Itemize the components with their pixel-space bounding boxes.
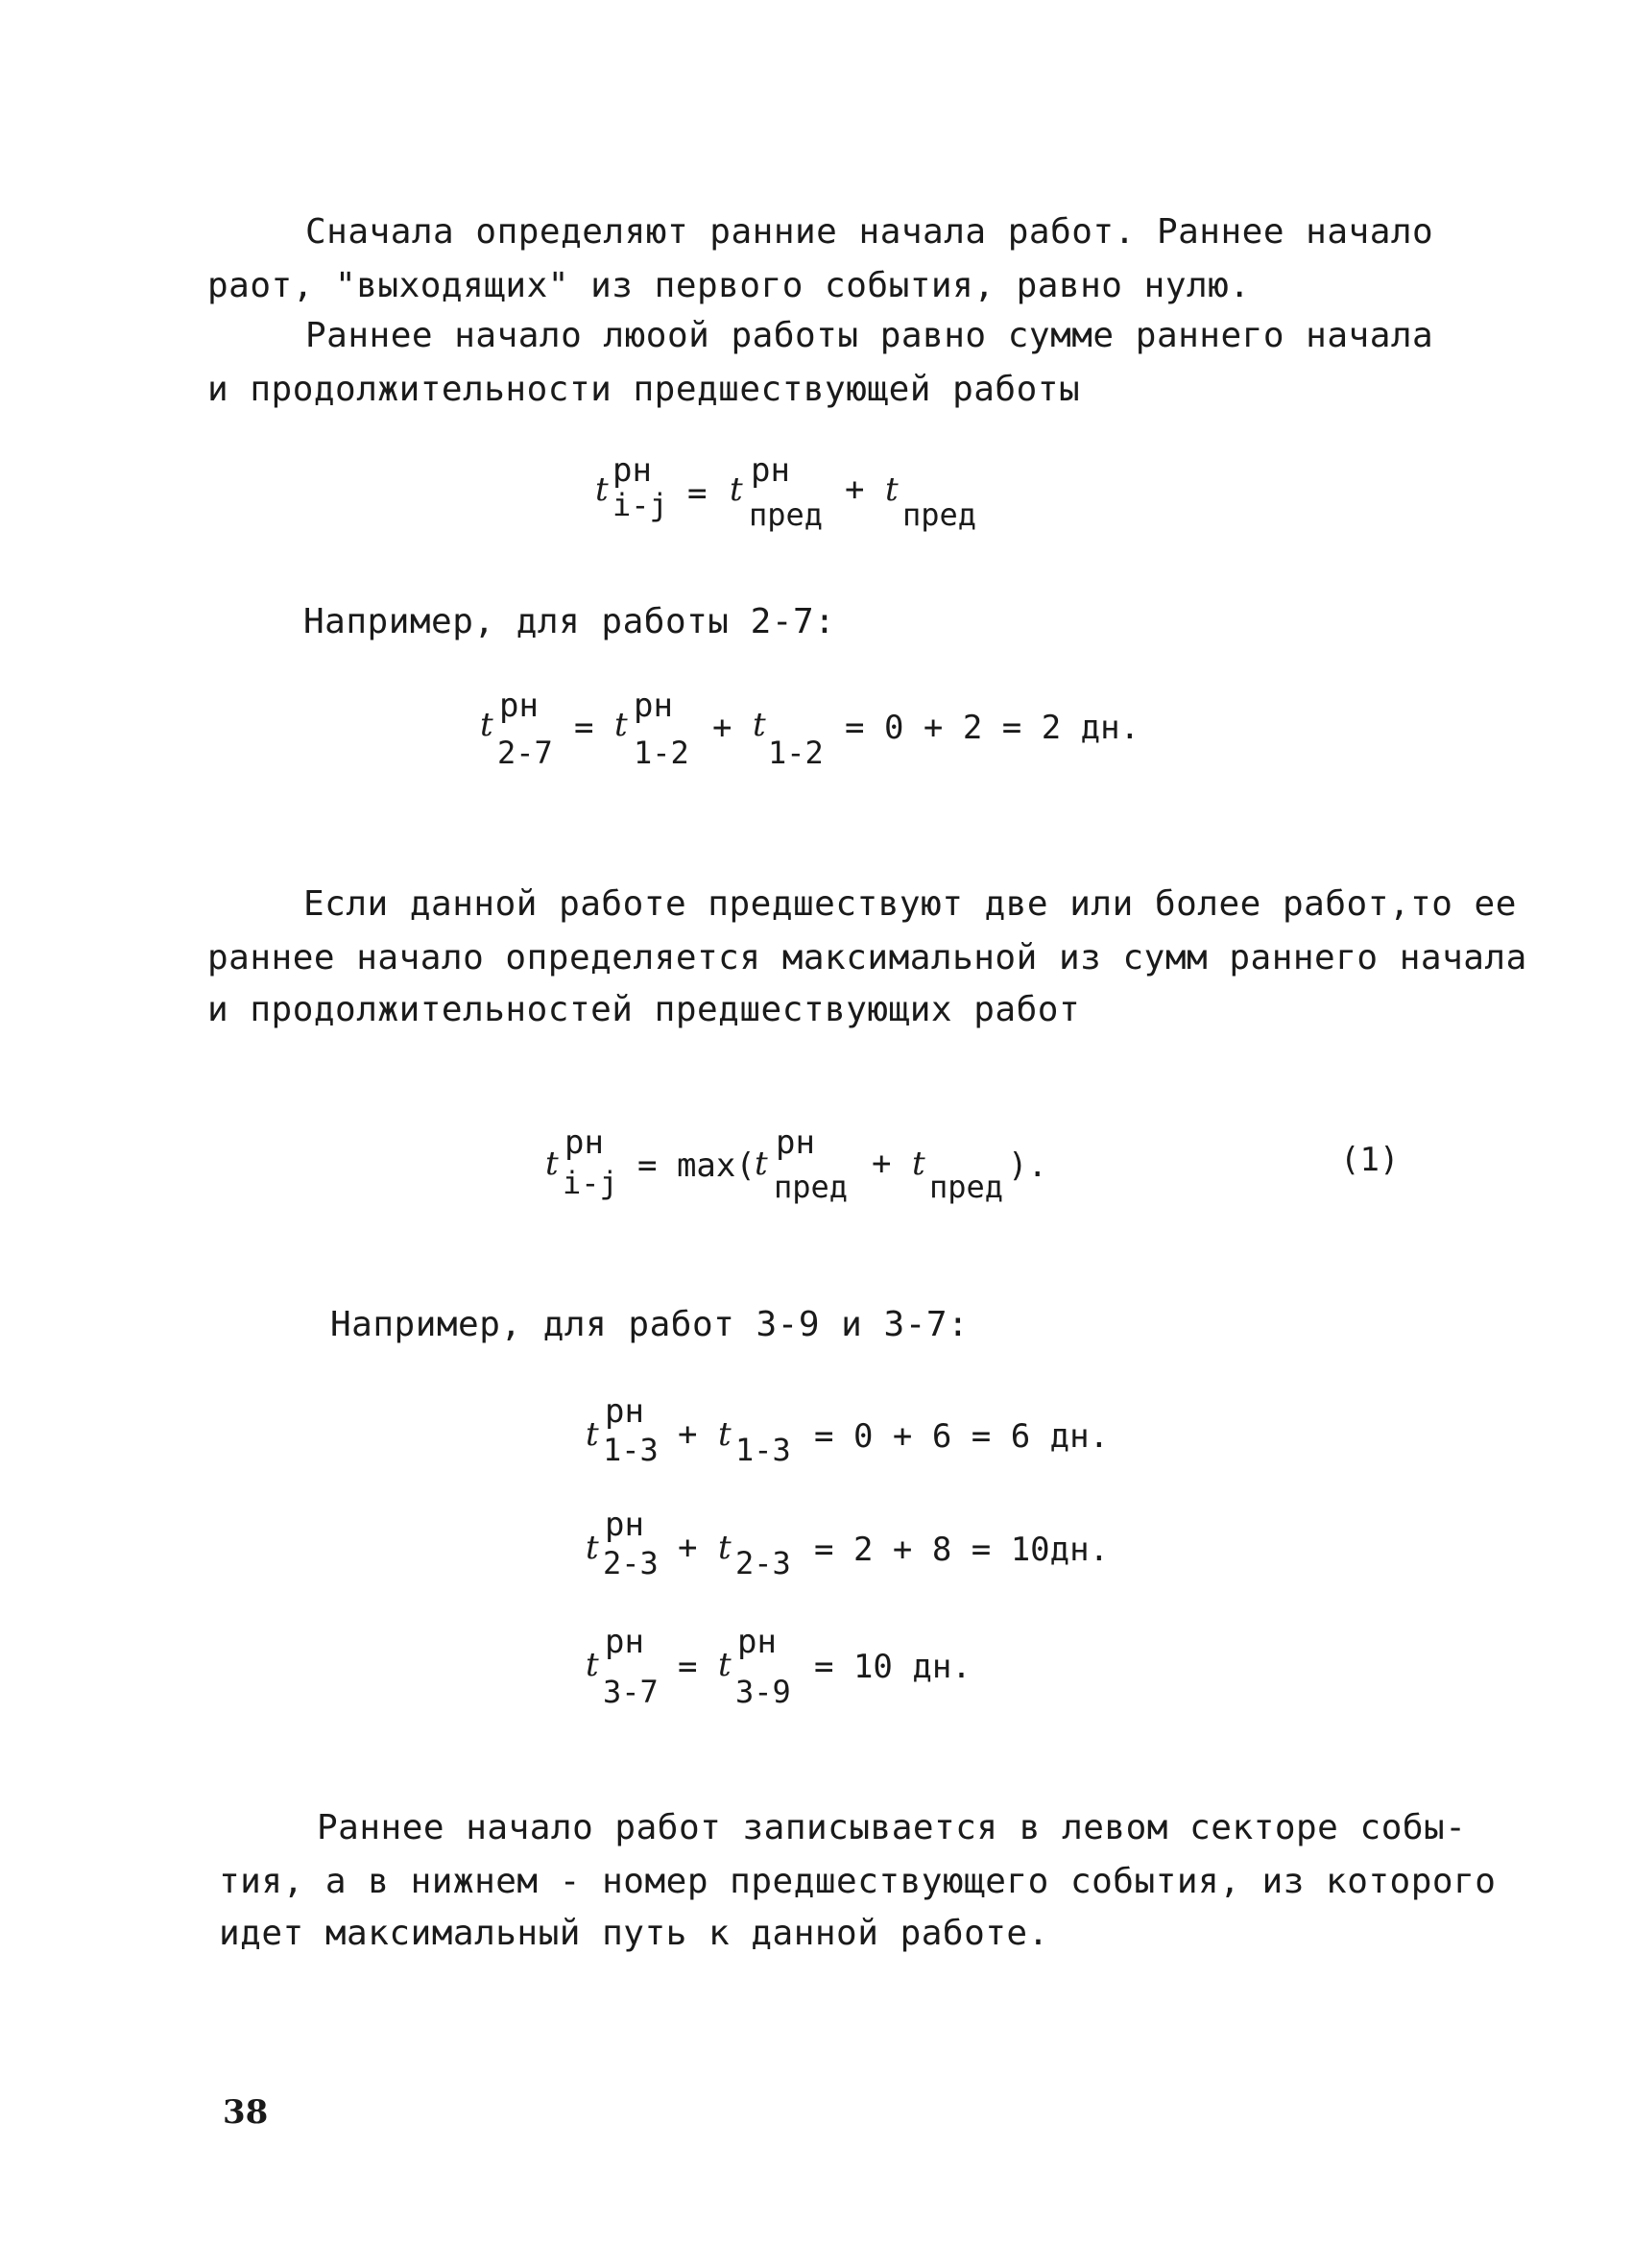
formula-2-plus: +	[712, 709, 732, 747]
formula-6-sup2: рн	[737, 1623, 777, 1661]
formula-1-sub2: пред	[749, 496, 824, 533]
formula-3-sub2: пред	[774, 1169, 849, 1205]
formula-5-rest: = 2 + 8 = 10дн.	[814, 1531, 1110, 1569]
formula-3-sub3: пред	[929, 1169, 1004, 1205]
formula-4-t: t	[586, 1415, 599, 1454]
formula-5-t2: t	[718, 1529, 732, 1567]
formula-2-rest: = 0 + 2 = 2 дн.	[845, 709, 1140, 747]
formula-2-sup2: рн	[634, 687, 673, 725]
formula-3-sup2: рн	[776, 1123, 815, 1162]
formula-4-sub: 1-3	[603, 1432, 659, 1468]
formula-6-sub: 3-7	[603, 1674, 659, 1710]
formula-5-sup: рн	[605, 1506, 644, 1544]
page-number: 38	[223, 2093, 269, 2132]
formula-4-sup: рн	[605, 1392, 644, 1431]
formula-1-sup: рн	[612, 451, 652, 490]
formula-2-sub2: 1-2	[634, 735, 689, 771]
paragraph-1-line-1: Сначала определяют ранние начала работ. Раннее начало	[305, 212, 1434, 252]
formula-5-sub: 2-3	[603, 1545, 659, 1581]
formula-1-t: t	[595, 470, 609, 509]
formula-2-t: t	[480, 706, 493, 744]
formula-2-eq: =	[574, 709, 594, 747]
paragraph-4-line-2: тия, а в нижнем - номер предшествующего события, из которого	[219, 1862, 1497, 1901]
paragraph-3-line-1: Если данной работе предшествуют две или более работ,то ее	[303, 884, 1517, 924]
formula-2-sub3: 1-2	[768, 735, 824, 771]
formula-6-t: t	[586, 1646, 599, 1684]
paragraph-3-line-3: и продолжительностей предшествующих работ	[207, 990, 1081, 1029]
formula-6-rest: = 10 дн.	[814, 1648, 972, 1686]
formula-2-t2: t	[614, 706, 628, 744]
formula-1-t2: t	[730, 470, 743, 509]
formula-1-sub3: пред	[902, 496, 977, 533]
formula-3-max: = max(	[637, 1146, 756, 1185]
formula-5-sub2: 2-3	[735, 1545, 791, 1581]
formula-1-plus: +	[845, 470, 865, 509]
formula-1-t3: t	[885, 470, 899, 509]
formula-6-eq: =	[678, 1648, 698, 1686]
formula-1-sup2: рн	[751, 451, 790, 490]
formula-3-t3: t	[912, 1145, 925, 1183]
example-1: Например, для работы 2-7:	[303, 602, 836, 641]
example-2: Например, для работ 3-9 и 3-7:	[330, 1305, 970, 1344]
formula-3-sup: рн	[564, 1123, 604, 1162]
formula-4-plus: +	[678, 1415, 698, 1454]
formula-3-sub: i-j	[563, 1165, 618, 1201]
paragraph-2-line-2: и продолжительности предшествующей работы	[207, 370, 1081, 409]
formula-6-sup: рн	[605, 1623, 644, 1661]
paragraph-4-line-3: идет максимальный путь к данной работе.	[219, 1914, 1049, 1953]
formula-3-close: ).	[1008, 1146, 1047, 1185]
formula-5-plus: +	[678, 1529, 698, 1567]
formula-2-t3: t	[753, 706, 766, 744]
formula-3-plus: +	[872, 1145, 892, 1183]
formula-3-t2: t	[755, 1145, 768, 1183]
formula-6-sub2: 3-9	[735, 1674, 791, 1710]
formula-1-sub: i-j	[612, 487, 668, 523]
formula-3-t: t	[545, 1145, 559, 1183]
formula-4-t2: t	[718, 1415, 732, 1454]
formula-4-sub2: 1-3	[735, 1432, 791, 1468]
formula-5-t: t	[586, 1529, 599, 1567]
paragraph-2-line-1: Раннее начало люоой работы равно сумме раннего начала	[305, 316, 1434, 355]
formula-4-rest: = 0 + 6 = 6 дн.	[814, 1417, 1110, 1456]
paragraph-3-line-2: раннее начало определяется максимальной из сумм раннего начала	[207, 938, 1527, 977]
formula-6-t2: t	[718, 1646, 732, 1684]
formula-3-number: (1)	[1340, 1141, 1400, 1179]
formula-2-sup: рн	[499, 687, 539, 725]
paragraph-1-line-2: раот, "выходящих" из первого события, равно нулю.	[207, 266, 1251, 305]
paragraph-4-line-1: Раннее начало работ записывается в левом секторе собы-	[317, 1808, 1467, 1847]
formula-1-eq: =	[687, 474, 708, 513]
formula-2-sub: 2-7	[497, 735, 553, 771]
